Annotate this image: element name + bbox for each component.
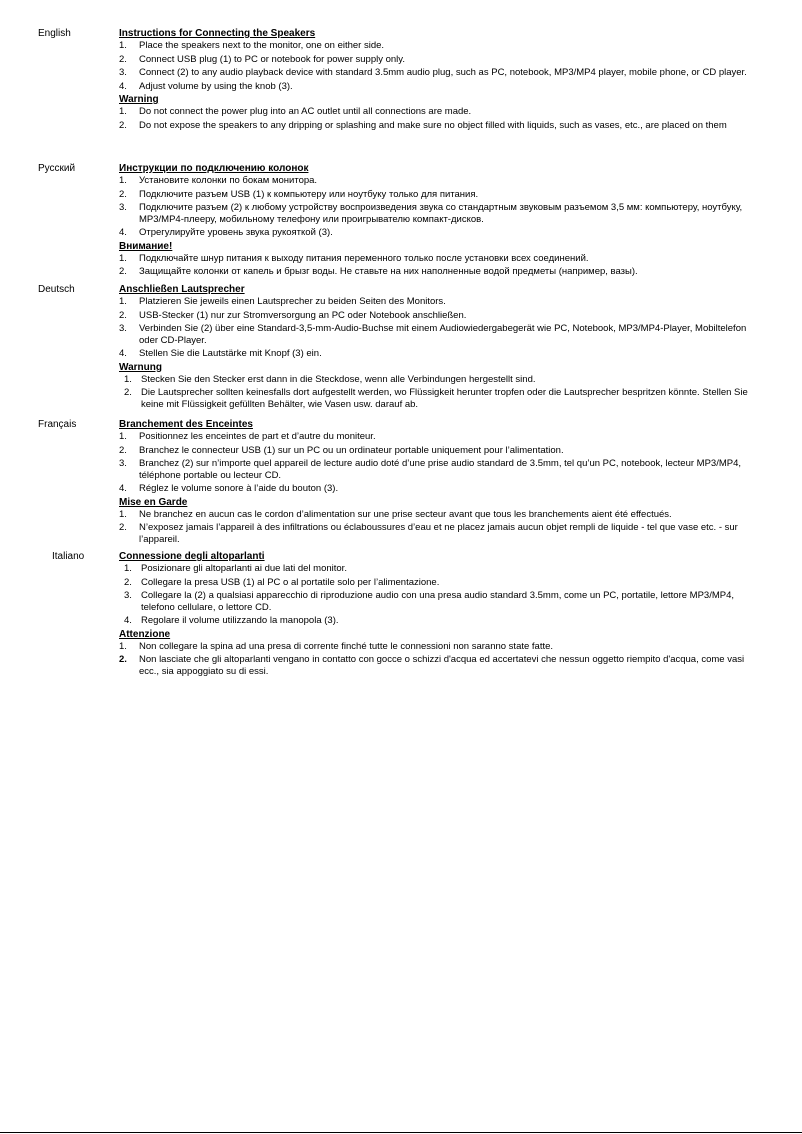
list-item: 1. Ne branchez en aucun cas le cordon d’alimentation sur une prise secteur avant que tous les branchements aient été effectués.	[119, 508, 672, 520]
section-title: Connessione degli altoparlanti	[119, 551, 265, 562]
section-content	[119, 28, 759, 133]
list-item: 1. Установите колонки по бокам монитора.	[119, 175, 318, 186]
list-item: 2. Do not expose the speakers to any dripping or splashing and make sure no object filled with liquids, such as vases, etc., are placed on them	[119, 119, 727, 131]
list-item: 4. Adjust volume by using the knob (3).	[119, 80, 293, 92]
warning-title: Attenzione	[119, 628, 171, 640]
list-item: 1. Do not connect the power plug into an AC outlet until all connections are made.	[119, 106, 472, 117]
list-item: 3. Verbinden Sie (2) über eine Standard-3,5-mm-Audio-Buchse mit einem Audiowiedergabegerät wie PC, Notebook, MP3/MP4-Player, Mobiltelefon oder CD-Player.	[119, 323, 747, 346]
steps-list	[119, 40, 759, 92]
steps-list	[119, 296, 759, 360]
section-content	[119, 551, 759, 679]
list-item: 2. USB-Stecker (1) nur zur Stromversorgung an PC oder Notebook anschließen.	[119, 309, 467, 321]
list-item: 2. Branchez le connecteur USB (1) sur un PC ou un ordinateur portable uniquement pour l’alimentation.	[119, 444, 564, 456]
warnings-list	[119, 641, 759, 678]
steps-list	[119, 431, 759, 495]
list-item: 2. Подключите разъем USB (1) к компьютеру или ноутбуку только для питания.	[119, 188, 479, 200]
list-item: 4. Отрегулируйте уровень звука рукояткой (3).	[119, 227, 333, 238]
list-item: 3. Connect (2) to any audio playback device with standard 3.5mm audio plug, such as PC, notebook, MP3/MP4 player, mobile phone, or CD player.	[119, 67, 747, 78]
warnings-list	[119, 106, 759, 131]
list-item: 1. Stecken Sie den Stecker erst dann in die Steckdose, wenn alle Verbindungen hergestellt sind.	[124, 373, 536, 385]
section-title: Instructions for Connecting the Speakers	[119, 28, 316, 39]
language-label: English	[38, 28, 71, 39]
warnings-list	[119, 509, 759, 546]
warning-title: Внимание!	[119, 240, 173, 252]
list-item: 1. Подключайте шнур питания к выходу питания переменного только после установки всех соединений.	[119, 252, 589, 264]
language-label: Italiano	[52, 551, 85, 562]
list-item: 1. Platzieren Sie jeweils einen Lautsprecher zu beiden Seiten des Monitors.	[119, 296, 446, 307]
list-item: 1. Posizionare gli altoparlanti ai due lati del monitor.	[124, 563, 347, 574]
section-title: Anschließen Lautsprecher	[119, 284, 245, 295]
list-item: 4. Stellen Sie die Lautstärke mit Knopf (3) ein.	[119, 348, 322, 359]
language-label: Русский	[38, 163, 76, 174]
list-item: 1. Positionnez les enceintes de part et d’autre du moniteur.	[119, 431, 376, 442]
list-item: 3. Branchez (2) sur n’importe quel appareil de lecture audio doté d’une prise audio standard de 3.5mm, tel qu’un PC, notebook, lecteur MP3/MP4, téléphone portable ou lecteur CD.	[119, 458, 742, 481]
list-item: 4. Regolare il volume utilizzando la manopola (3).	[124, 615, 339, 626]
language-label: Deutsch	[38, 284, 75, 295]
section-content	[119, 284, 759, 412]
list-item: 3. Collegare la (2) a qualsiasi apparecchio di riproduzione audio con una presa audio standard 3.5mm, come un PC, portatile, lettore MP3/MP4, telefono cellulare, o lettore CD.	[124, 590, 735, 613]
warning-title: Warnung	[119, 361, 162, 373]
warning-title: Mise en Garde	[119, 496, 188, 508]
list-item: 2. Die Lautsprecher sollten keinesfalls dort aufgestellt werden, wo Flüssigkeit herunter tropfen oder die Lautsprecher bespritzen könnte. Stellen Sie keine mit Flüssigkeit gefüllten Behälter, wie Vasen usw. darauf ab.	[124, 387, 748, 410]
section-content	[119, 419, 759, 547]
warnings-list	[119, 253, 759, 278]
list-item: 1. Place the speakers next to the monitor, one on either side.	[119, 40, 385, 51]
warnings-list	[119, 374, 759, 411]
section-content	[119, 163, 759, 280]
list-item: 1. Non collegare la spina ad una presa di corrente finché tutte le connessioni non saranno state fatte.	[119, 640, 554, 652]
steps-list	[119, 563, 759, 627]
language-label: Français	[38, 419, 77, 430]
list-item: 2. Защищайте колонки от капель и брызг воды. Не ставьте на них наполненные водой предметы (например, вазы).	[119, 266, 638, 277]
warning-title: Warning	[119, 94, 159, 105]
list-item: 3. Подключите разъем (2) к любому устройству воспроизведения звука со стандартным звуковым разъемом 3,5 мм: компьютеру, ноутбуку, MP3/MP4-плееру, мобильному телефону или проигрывателю компакт-дисков.	[119, 202, 743, 225]
bottom-divider	[0, 1132, 802, 1133]
list-item: 2. Non lasciate che gli altoparlanti vengano in contatto con gocce o schizzi d'acqua ed accertatevi che nessun oggetto riempito d'acqua, come vasi ecc., sia appoggiato su di essi.	[119, 654, 745, 677]
list-item: 2. N’exposez jamais l’appareil à des infiltrations ou éclaboussures d’eau et ne placez jamais aucun objet rempli de liquide - tel que vase etc. - sur l’appareil.	[119, 522, 738, 545]
list-item: 2. Collegare la presa USB (1) al PC o al portatile solo per l’alimentazione.	[124, 576, 440, 588]
section-title: Инструкции по подключению колонок	[119, 163, 309, 174]
section-title: Branchement des Enceintes	[119, 419, 253, 430]
steps-list	[119, 175, 759, 239]
list-item: 2. Connect USB plug (1) to PC or notebook for power supply only.	[119, 53, 405, 65]
list-item: 4. Réglez le volume sonore à l’aide du bouton (3).	[119, 483, 339, 494]
